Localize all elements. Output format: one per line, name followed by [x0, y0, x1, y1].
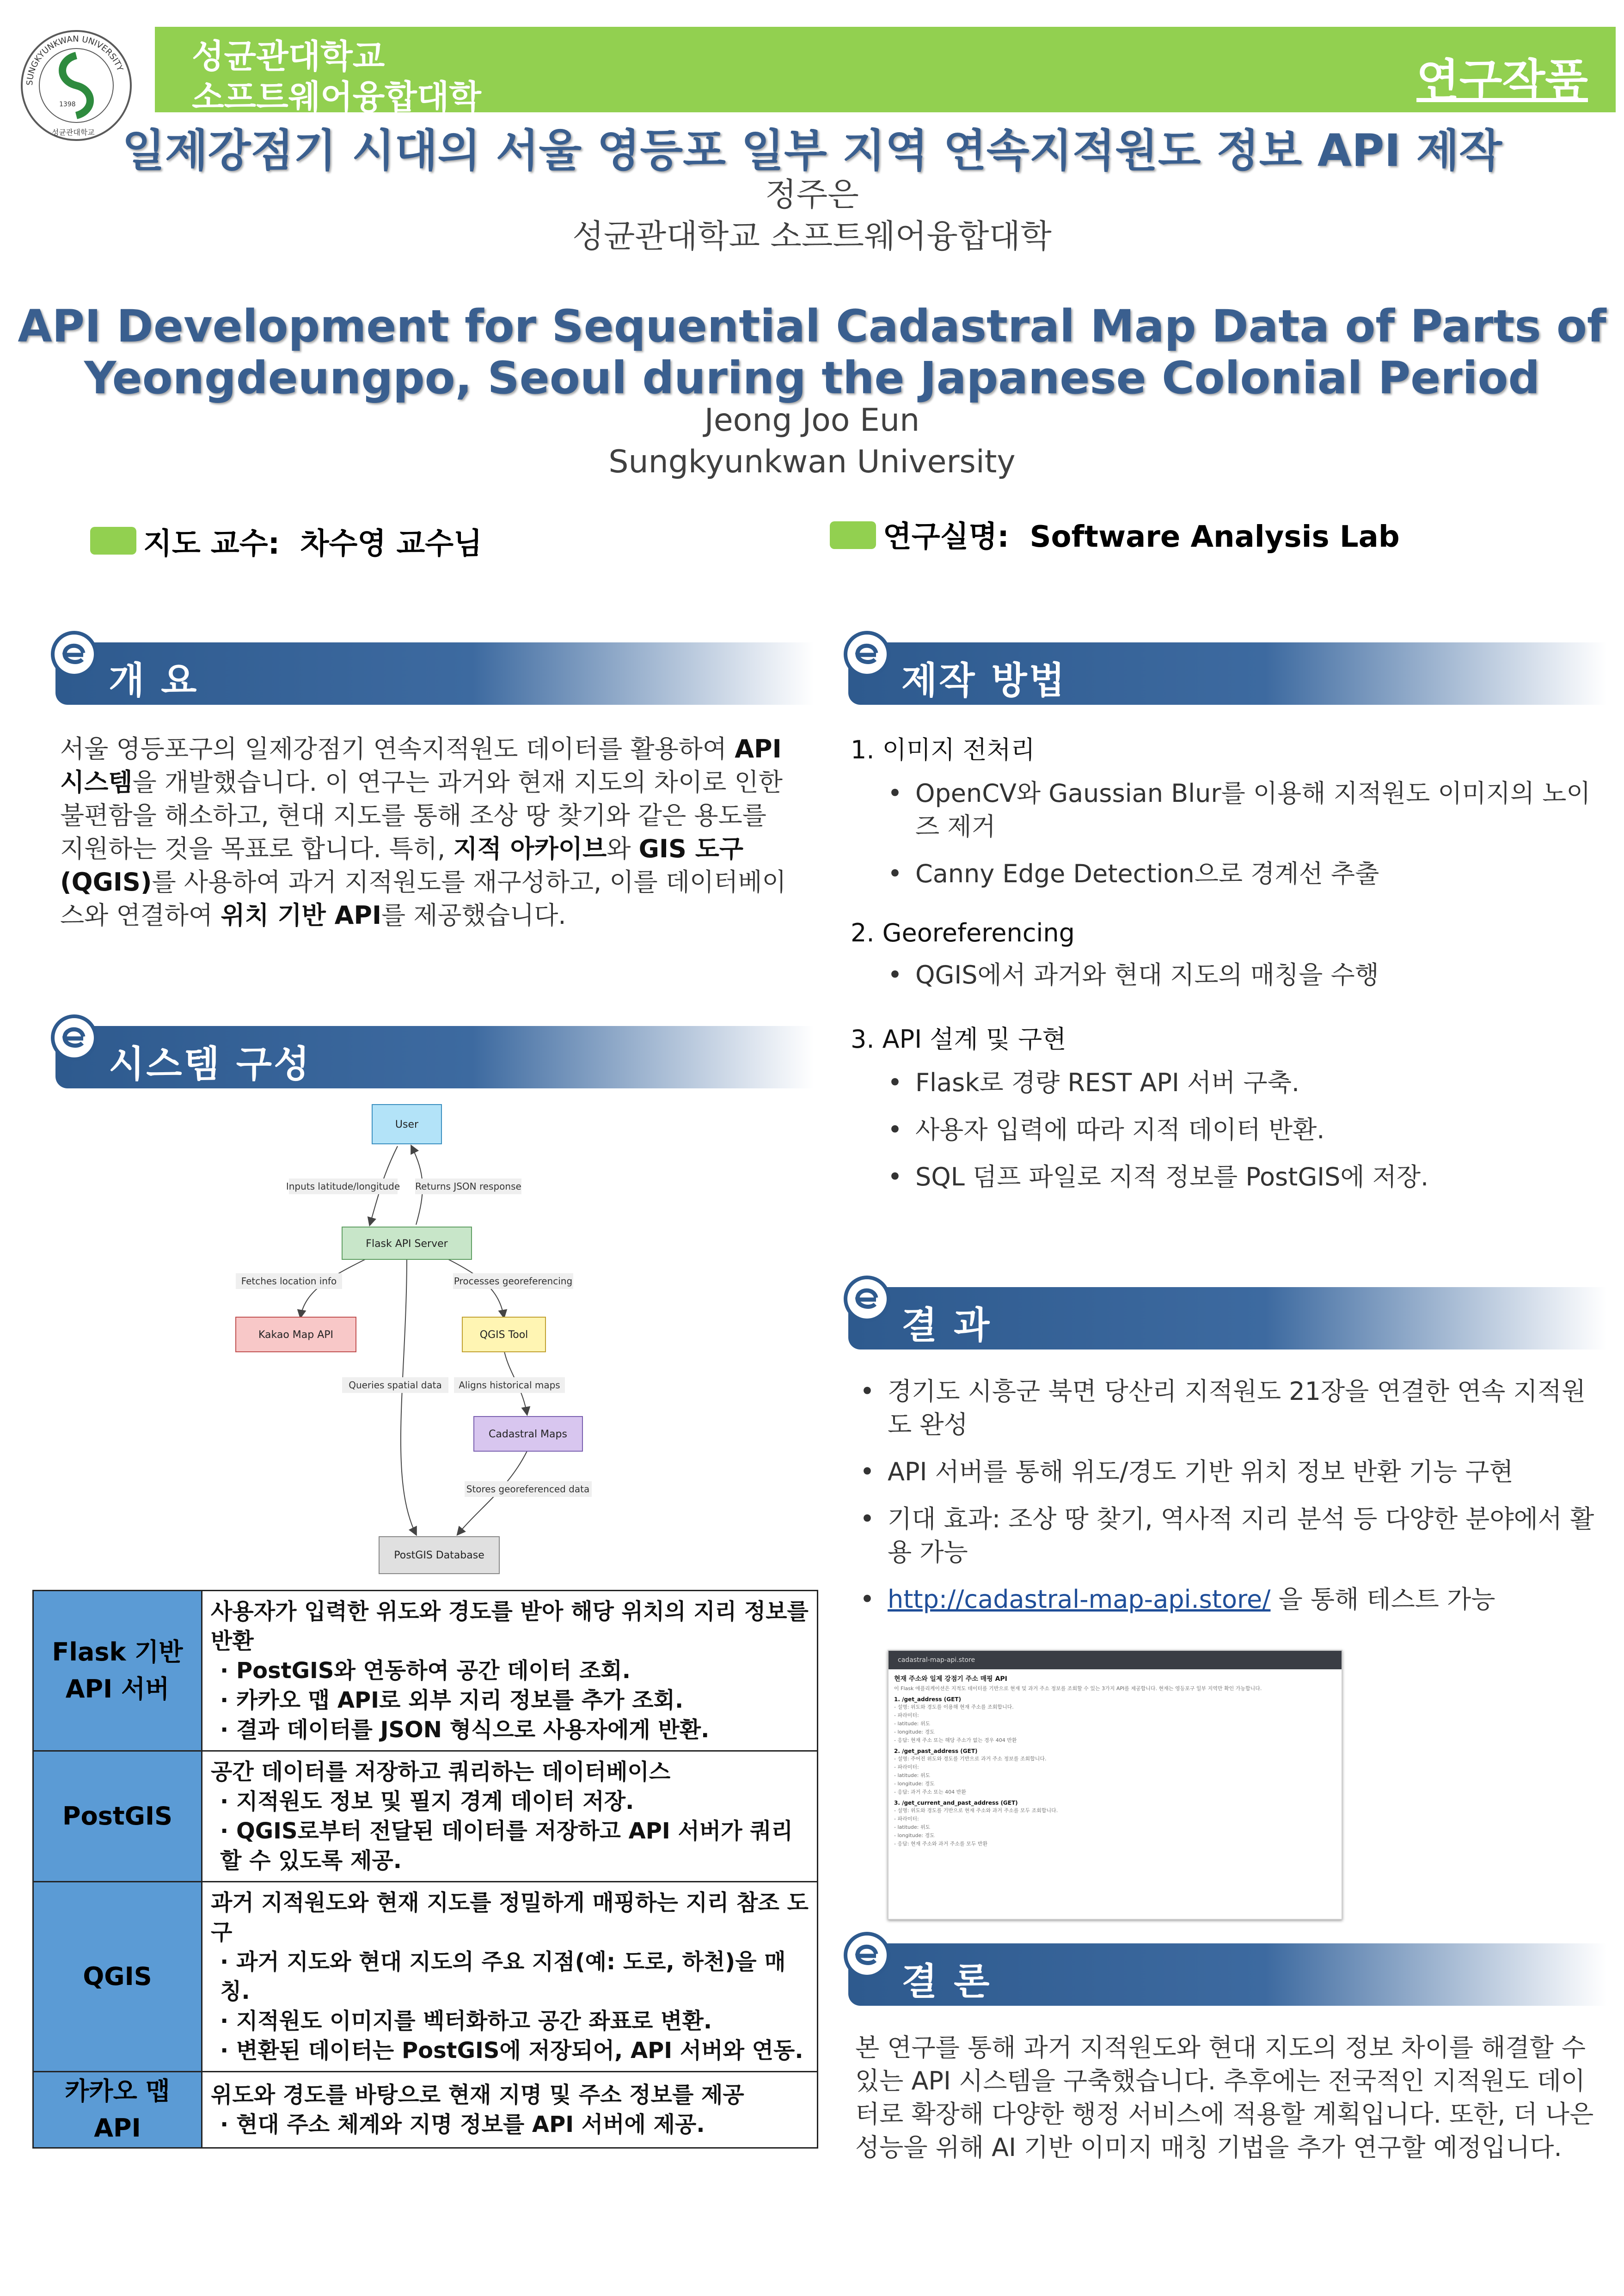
section-system-title: 시스템 구성 [109, 1043, 312, 1086]
table-bullet: · 현대 주소 체계와 지명 정보를 API 서버에 제공. [220, 2112, 705, 2137]
method-bullet: • SQL 덤프 파일로 지적 정보를 PostGIS에 저장. [878, 1160, 1599, 1194]
node-flask-server: Flask API Server [366, 1238, 448, 1250]
browser-tab: cadastral-map-api.store [889, 1651, 1342, 1669]
node-cadastral-maps: Cadastral Maps [489, 1429, 567, 1440]
system-architecture-diagram [231, 1100, 647, 1585]
category-badge: 연구작품 [1416, 55, 1588, 106]
screenshot-endpoint-line: - 응답: 현재 주소 또는 해당 주소가 없는 경우 404 반환 [894, 1737, 1017, 1743]
advisor-name: 차수영 교수님 [300, 527, 482, 561]
section-e-icon [51, 1014, 98, 1061]
table-key-line: API 서버 [65, 1674, 170, 1704]
edge-label-aligns: Aligns historical maps [459, 1380, 560, 1391]
table-bullet: · 과거 지도와 현대 지도의 주요 지점(예: 도로, 하천)을 매칭. [220, 1949, 786, 2004]
lab-line [883, 513, 1400, 556]
method-bullet: • OpenCV와 Gaussian Blur를 이용해 지적원도 이미지의 노이즈 제거 [878, 777, 1599, 843]
screenshot-endpoint-name: 3. /get_current_and_past_address (GET) [894, 1800, 1018, 1806]
screenshot-endpoint-line: - 설명: 위도와 경도를 이용해 현재 주소를 조회합니다. [894, 1704, 1014, 1710]
table-key-cell [33, 2072, 202, 2148]
table-key-line: QGIS [83, 1962, 152, 1991]
section-method-title: 제작 방법 [901, 659, 1066, 702]
section-results-header [848, 1287, 1606, 1350]
section-overview-title: 개 요 [109, 659, 199, 702]
conclusion-text: 본 연구를 통해 과거 지적원도와 현대 지도의 정보 차이를 해결할 수 있는 API 시스템을 구축했습니다. 추후에는 전국적인 지적원도 데이터로 확장해 다양한 행정 서비스에 적용할 계획입니다. 또한, 더 나은 성능을 위해 AI 기반 이미지 매칭 기법을 추가 연구할 예정입니다. [855, 2033, 1594, 2162]
api-test-link[interactable]: http://cadastral-map-api.store/ [888, 1585, 1271, 1614]
section-overview-header [55, 642, 814, 705]
table-row [33, 2072, 818, 2148]
section-system-header [55, 1026, 814, 1088]
edge-label-fetches: Fetches location info [241, 1276, 337, 1287]
node-postgis-db: PostGIS Database [394, 1550, 484, 1561]
section-e-icon [844, 631, 890, 678]
table-value-cell [202, 2072, 818, 2148]
lab-label: 연구실명: [883, 520, 1009, 554]
method-bullet: • Canny Edge Detection으로 경계선 추출 [878, 857, 1599, 891]
screenshot-intro: 이 Flask 애플리케이션은 지적도 데이터를 기반으로 현재 및 과거 주소 정보를 조회할 수 있는 3가지 API를 제공합니다. 현재는 영등포구 일부 지역만 확인 가능합니다. [894, 1685, 1262, 1691]
node-user: User [395, 1119, 419, 1130]
edge-label-processes: Processes georeferencing [453, 1276, 573, 1287]
screenshot-endpoint-name: 2. /get_past_address (GET) [894, 1748, 978, 1754]
advisor-label: 지도 교수: [143, 527, 280, 561]
table-key-line: Flask 기반 [52, 1637, 183, 1667]
table-bullet: · 변환된 데이터는 PostGIS에 저장되어, API 서버와 연동. [220, 2038, 803, 2064]
section-conclusion-title: 결 론 [901, 1960, 992, 2003]
result-item: • API 서버를 통해 위도/경도 기반 위치 정보 반환 기능 구현 [851, 1455, 1599, 1489]
screenshot-endpoint-line: - 파라미터: [894, 1816, 919, 1822]
table-key-line: PostGIS [62, 1801, 172, 1831]
results-list [851, 1375, 1599, 1616]
method-bullet: • Flask로 경량 REST API 서버 구축. [878, 1066, 1599, 1099]
screenshot-endpoint-line: - 파라미터: [894, 1764, 919, 1770]
table-bullet: · 지적원도 이미지를 벡터화하고 공간 좌표로 변환. [220, 2008, 712, 2034]
overview-bold-api: API 시스템 [60, 734, 782, 797]
table-description: 과거 지적원도와 현재 지도를 정밀하게 매핑하는 지리 참조 도구 [211, 1890, 809, 1945]
screenshot-endpoint-line: - 설명: 위도와 경도를 기반으로 현재 주소와 과거 주소를 모두 조회합니다. [894, 1807, 1058, 1814]
screenshot-endpoint-line: - latitude: 위도 [894, 1721, 931, 1727]
svg-text:SUNGKYUNKWAN UNIVERSITY: SUNGKYUNKWAN UNIVERSITY [25, 34, 125, 86]
method-steps [851, 730, 1599, 1208]
college-name: 소프트웨어융합대학 [192, 78, 481, 116]
screenshot-endpoint-line: - longitude: 경도 [894, 1729, 935, 1735]
section-e-icon [844, 1932, 890, 1978]
components-table [32, 1590, 818, 2149]
svg-text:1398: 1398 [59, 101, 76, 108]
section-method-header [848, 642, 1606, 705]
method-step-heading: 3. API 설계 및 구현 [851, 1025, 1066, 1054]
table-value-cell [202, 1751, 818, 1882]
table-bullet: · 카카오 맵 API로 외부 지리 정보를 추가 조회. [220, 1687, 684, 1713]
title-english [0, 300, 1624, 404]
edge-label-returns: Returns JSON response [415, 1181, 521, 1192]
screenshot-endpoint-line: - longitude: 경도 [894, 1781, 935, 1787]
table-bullet: · 지적원도 정보 및 필지 경계 데이터 저장. [220, 1789, 634, 1814]
table-bullet: · 결과 데이터를 JSON 형식으로 사용자에게 반환. [220, 1717, 710, 1743]
screenshot-endpoint-line: - latitude: 위도 [894, 1824, 931, 1830]
table-row [33, 1882, 818, 2072]
affiliation-english: Sungkyunkwan University [608, 444, 1016, 480]
table-description: 공간 데이터를 저장하고 쿼리하는 데이터베이스 [211, 1759, 671, 1785]
table-key-cell [33, 1751, 202, 1882]
screenshot-endpoint-line: - 설명: 주어진 위도와 경도를 기반으로 과거 주소 정보를 조회합니다. [894, 1756, 1047, 1762]
university-name: 성균관대학교 [192, 37, 385, 76]
overview-bold-gis: GIS 도구(QGIS) [60, 834, 744, 897]
table-description: 위도와 경도를 바탕으로 현재 지명 및 주소 정보를 제공 [211, 2082, 744, 2108]
section-e-icon [51, 631, 98, 678]
title-english-line2: Yeongdeungpo, Seoul during the Japanese Colonial Period [84, 352, 1540, 404]
svg-text:성균관대학교: 성균관대학교 [52, 128, 95, 137]
edge-label-inputs: Inputs latitude/longitude [286, 1181, 400, 1192]
lab-chip-icon [830, 521, 876, 549]
edge-label-queries: Queries spatial data [349, 1380, 442, 1391]
author-english: Jeong Joo Eun [704, 402, 920, 439]
node-qgis-tool: QGIS Tool [479, 1329, 528, 1341]
section-conclusion-header [848, 1943, 1606, 2006]
table-value-cell [202, 1591, 818, 1751]
screenshot-endpoint-line: - 응답: 현재 주소와 과거 주소를 모두 반환 [894, 1841, 988, 1847]
table-description: 사용자가 입력한 위도와 경도를 받아 해당 위치의 지리 정보를 반환 [211, 1599, 809, 1654]
screenshot-endpoint-line: - latitude: 위도 [894, 1772, 931, 1778]
screenshot-endpoint-line: - 파라미터: [894, 1712, 919, 1718]
affiliation-korean: 성균관대학교 소프트웨어융합대학 [572, 217, 1052, 255]
header-bar [155, 27, 1616, 116]
advisor-line [143, 520, 482, 562]
table-row [33, 1751, 818, 1882]
table-key-cell [33, 1882, 202, 2072]
advisor-chip-icon [90, 527, 136, 555]
overview-text: 서울 영등포구의 일제강점기 연속지적원도 데이터를 활용하여 API 시스템을 개발했습니다. 이 연구는 과거와 현재 지도의 차이로 인한 불편함을 해소하고, 현대 지도를 통해 조상 땅 찾기와 같은 용도를 지원하는 것을 목표로 합니다. 특히, 지적 아카이브와 GIS 도구(QGIS)를 사용하여 과거 지적원도를 재구성하고, 이를 데이터베이스와 연결하여 위치 기반 API를 제공했습니다. [60, 734, 786, 930]
screenshot-endpoints [889, 1696, 1342, 1848]
api-page-screenshot [888, 1650, 1342, 1920]
result-item: • 경기도 시흥군 북면 당산리 지적원도 21장을 연결한 연속 지적원도 완성 [851, 1375, 1599, 1441]
node-kakao-api: Kakao Map API [258, 1329, 334, 1341]
section-results-title: 결 과 [901, 1304, 992, 1347]
lab-name: Software Analysis Lab [1030, 520, 1400, 554]
screenshot-endpoint-name: 1. /get_address (GET) [894, 1696, 961, 1703]
edge-label-stores: Stores georeferenced data [466, 1484, 590, 1495]
table-bullet: · PostGIS와 연동하여 공간 데이터 조회. [220, 1658, 631, 1684]
method-step-heading: 1. 이미지 전처리 [851, 735, 1035, 764]
screenshot-heading: 현재 주소와 일제 강점기 주소 매핑 API [894, 1675, 1007, 1683]
table-key-cell [33, 1591, 202, 1751]
overview-bold-archive: 지적 아카이브 [453, 834, 607, 863]
table-bullet: · QGIS로부터 전달된 데이터를 저장하고 API 서버가 쿼리할 수 있도록 제공. [220, 1818, 793, 1874]
method-bullet: • QGIS에서 과거와 현대 지도의 매칭을 수행 [878, 959, 1599, 992]
screenshot-endpoint-line: - 응답: 과거 주소 또는 404 반환 [894, 1789, 966, 1795]
result-item: • 기대 효과: 조상 땅 찾기, 역사적 지리 분석 등 다양한 분야에서 활용 가능 [851, 1502, 1599, 1569]
table-row [33, 1591, 818, 1751]
table-key-line: 카카오 맵 [65, 2076, 170, 2106]
screenshot-endpoint-line: - longitude: 경도 [894, 1832, 935, 1838]
title-korean: 일제강점기 시대의 서울 영등포 일부 지역 연속지적원도 정보 API 제작 [122, 125, 1502, 177]
method-step-heading: 2. Georeferencing [851, 918, 1075, 947]
section-e-icon [844, 1276, 890, 1322]
title-english-line1: API Development for Sequential Cadastral Map Data of Parts of [18, 300, 1606, 352]
overview-bold-location: 위치 기반 API [221, 901, 382, 930]
result-item-link: • http://cadastral-map-api.store/ 을 통해 테스트 가능 [851, 1583, 1599, 1616]
table-value-cell [202, 1882, 818, 2072]
method-bullet: • 사용자 입력에 따라 지적 데이터 반환. [878, 1113, 1599, 1147]
table-key-line: API [94, 2113, 141, 2143]
author-korean: 정주은 [765, 176, 859, 214]
